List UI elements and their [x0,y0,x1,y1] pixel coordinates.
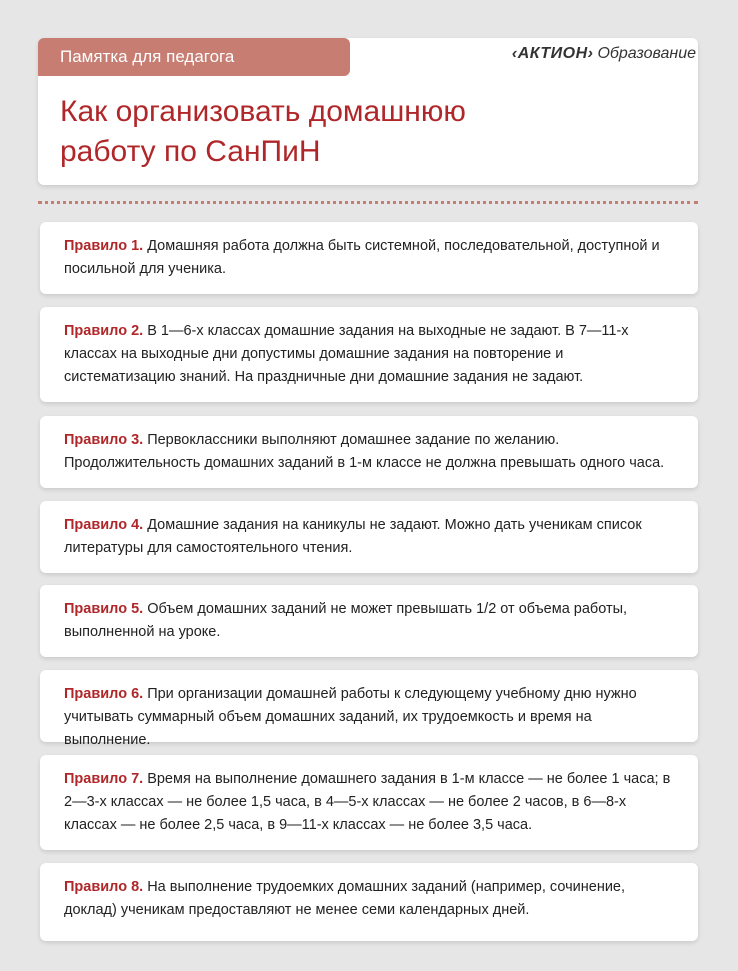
rule-label: Правило 4. [64,517,144,533]
page-title [60,92,660,172]
rule-card-4 [40,501,698,573]
rule-card-5 [40,585,698,657]
rule-card-3 [40,416,698,488]
rule-text: Время на выполнение домашнего задания в 1-м классе — не более 1 часа; в 2—3-х классах — не более 1,5 часа, в 4—5-х классах — не более 2 часов, в 6—8-х классах — не более 2,5 часа, в 9—11-х классах — не более 3,5 часа. [64,771,671,833]
memo-tag: Памятка для педагога [38,38,350,76]
rule-label: Правило 1. [64,238,144,254]
brand-logo-mark: ‹АКТИОН› [511,45,594,62]
rule-label: Правило 6. [64,686,144,702]
rule-label: Правило 7. [64,771,144,787]
rule-label: Правило 3. [64,432,144,448]
rule-card-8 [40,863,698,941]
rule-text: Домашние задания на каникулы не задают. Можно дать ученикам список литературы для самостоятельного чтения. [64,517,642,556]
rule-label: Правило 8. [64,879,144,895]
rule-card-6 [40,670,698,748]
dotted-divider [38,201,698,204]
rule-text: На выполнение трудоемких домашних заданий (например, сочинение, доклад) ученикам предоставляют не менее семи календарных дней. [64,879,626,918]
rule-label: Правило 5. [64,601,144,617]
rule-text: Первоклассники выполняют домашнее задание по желанию. Продолжительность домашних заданий в 1-м классе не должна превышать одного часа. [64,432,665,471]
rule-text: При организации домашней работы к следующему учебному дню нужно учитывать суммарный объем домашних заданий, их трудоемкость и время на выполнение. [64,686,637,748]
rule-card-7 [40,755,698,850]
rule-label: Правило 2. [64,323,144,339]
rule-text: Домашняя работа должна быть системной, последовательной, доступной и посильной для ученика. [64,238,660,277]
rule-card-2 [40,307,698,402]
rule-text: В 1—6-х классах домашние задания на выходные не задают. В 7—11-х классах на выходные дни допустимы домашние задания на повторение и систематизацию знаний. На праздничные дни домашние задания не задают. [64,323,629,385]
brand-logo-subtitle: Образование [597,45,696,62]
rule-card-1 [40,222,698,294]
page-title-line-1: Как организовать домашнюю [60,95,466,128]
brand-logo [512,42,696,66]
rule-text: Объем домашних заданий не может превышать 1/2 от объема работы, выполненной на уроке. [64,601,628,640]
page-title-line-2: работу по СанПиН [60,135,321,168]
